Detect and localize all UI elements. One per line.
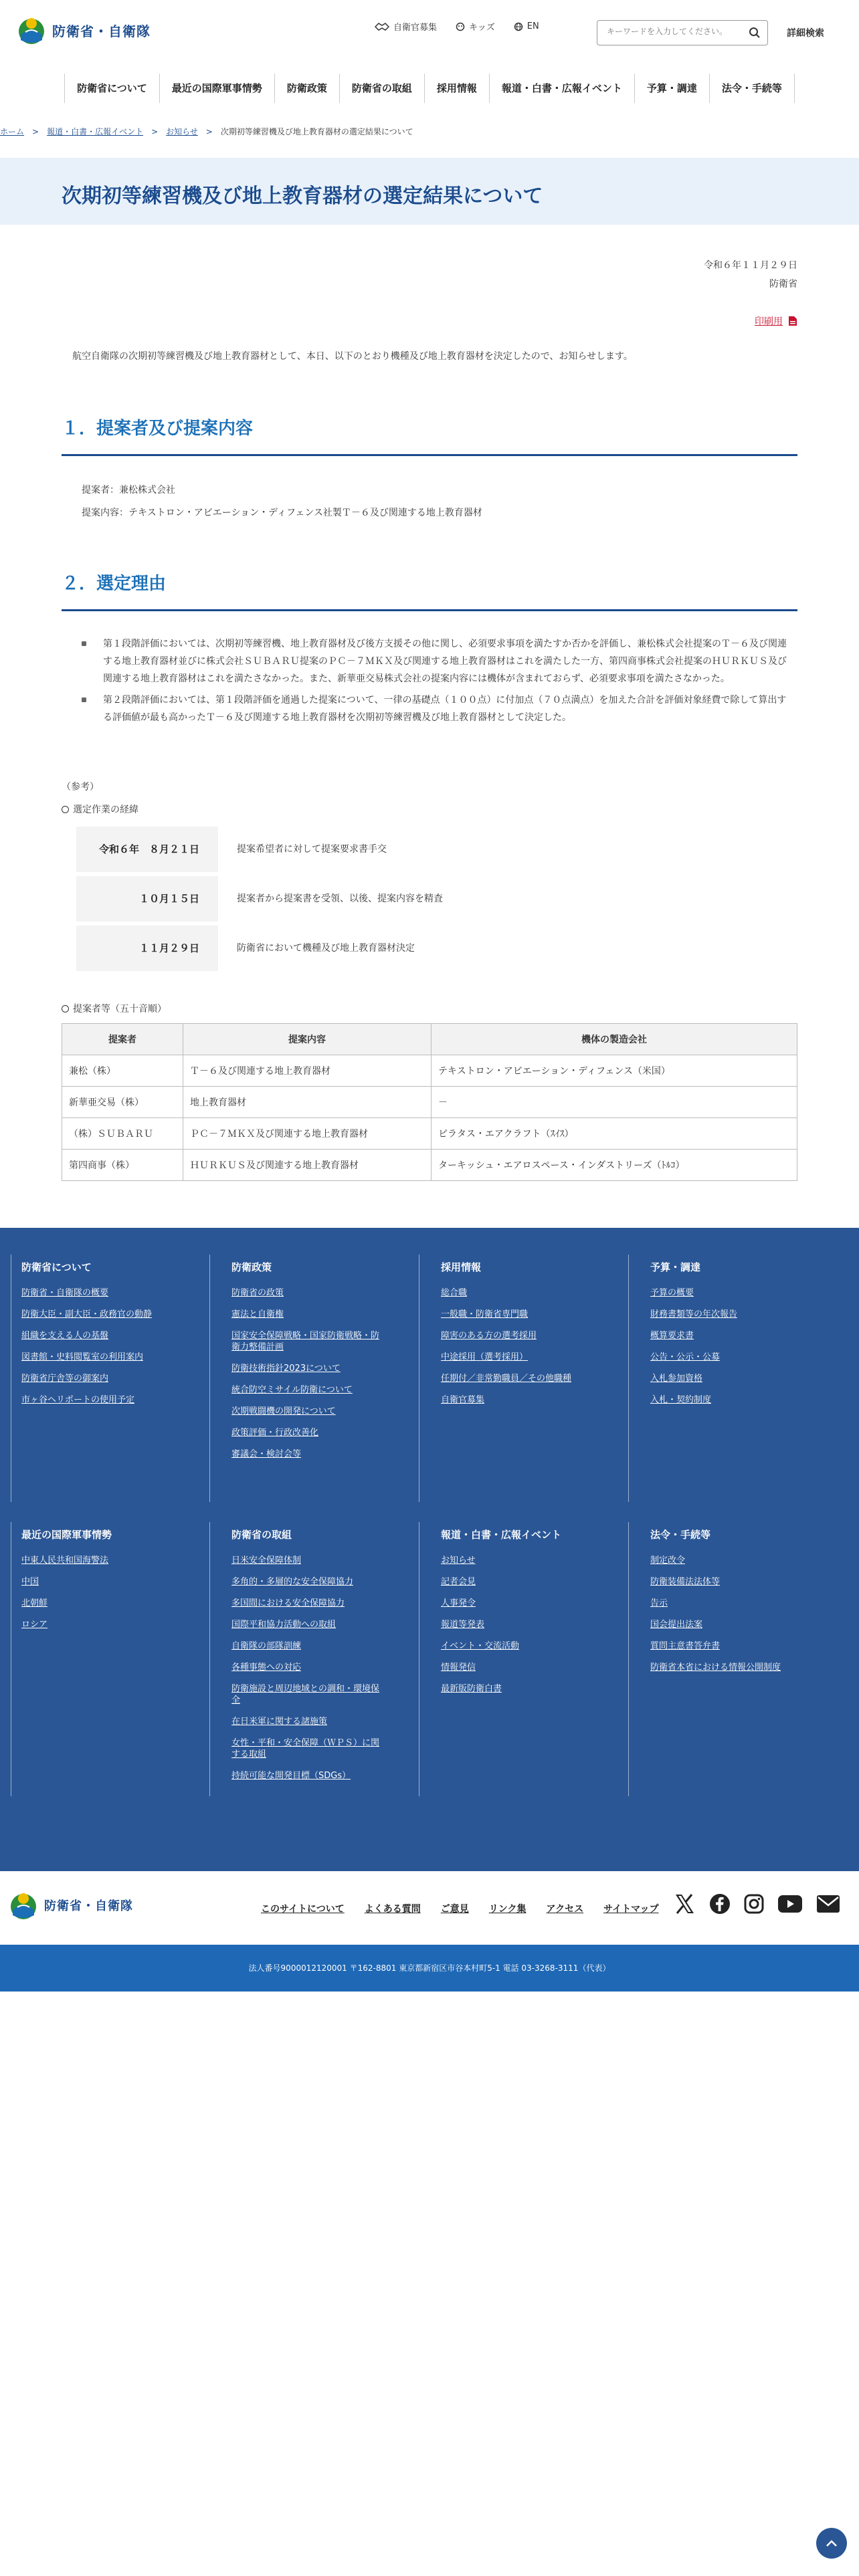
handshake-icon: [375, 22, 389, 31]
globe-icon: [514, 22, 523, 31]
footer-link[interactable]: 国際平和協力活動への取組: [231, 1620, 337, 1630]
table-heading-text: 提案者等（五十音順）: [73, 1004, 167, 1014]
footer-col-recruit: [419, 1255, 600, 1502]
gnav-budget[interactable]: 予算・調達: [634, 74, 709, 103]
footer-link[interactable]: 任期付／非常勤職員／その他職種: [441, 1374, 572, 1384]
site-search: [597, 20, 768, 45]
footer-sitemap[interactable]: サイトマップ: [603, 1904, 659, 1915]
table-cell: ＨＵＲＫＵＳ及び関連する地上教育器材: [183, 1150, 432, 1181]
footer-link[interactable]: 情報発信: [441, 1662, 476, 1673]
timeline-date: 令和６年 ８月２１日: [76, 827, 218, 872]
reason-item: 第２段階評価においては、第１段階評価を通過した提案について、一律の基礎点（１００点）に付加点（７０点満点）を加えた合計を評価対象経費で除して算出する評価値が最も高かったＴ－６及び関連する地上教育器材を次期初等練習機及び地上教育器材として決定した。: [79, 691, 791, 726]
page-title: 次期初等練習機及び地上教育器材の選定結果について: [62, 185, 543, 208]
kids-link[interactable]: [456, 20, 495, 33]
footer-link[interactable]: 防衛省の政策: [231, 1288, 284, 1298]
footer-link[interactable]: 市ヶ谷ヘリポートの使用予定: [21, 1395, 135, 1405]
print-label: 印刷用: [755, 316, 783, 327]
circle-bullet-icon: [62, 806, 69, 813]
breadcrumb: [0, 126, 859, 137]
table-heading: [62, 1002, 167, 1015]
footer-link[interactable]: ロシア: [21, 1620, 48, 1630]
footer-link[interactable]: 入札・契約制度: [650, 1395, 712, 1405]
footer-link[interactable]: 記者会見: [441, 1577, 476, 1587]
gnav-initiatives[interactable]: 防衛省の取組: [339, 74, 424, 103]
footer-link[interactable]: 入札参加資格: [650, 1374, 703, 1384]
footer-access[interactable]: アクセス: [546, 1904, 584, 1915]
footer-col-title[interactable]: 最近の国際軍事情勢: [21, 1529, 112, 1541]
social-links: [673, 1893, 840, 1915]
intro-text: 航空自衛隊の次期初等練習機及び地上教育器材として、本日、以下のとおり機種及び地上教育器材を決定したので、お知らせします。: [72, 351, 633, 362]
footer-link[interactable]: 統合防空ミサイル防衛について: [231, 1385, 353, 1395]
gnav-law[interactable]: 法令・手続等: [709, 74, 795, 103]
footer-link[interactable]: 組織を支える人の基盤: [21, 1331, 109, 1341]
youtube-icon[interactable]: [777, 1895, 803, 1913]
table-cell: 新華亜交易（株）: [62, 1087, 183, 1118]
copyright-bar: [0, 1945, 859, 1992]
recruit-label: 自衛官募集: [393, 23, 438, 33]
timeline-date: １１月２９日: [76, 926, 218, 971]
footer-logo[interactable]: [8, 1890, 133, 1921]
footer-link[interactable]: イベント・交流活動: [441, 1641, 520, 1651]
footer-link[interactable]: 防衛施設と周辺地域との調和・環境保全: [231, 1684, 380, 1705]
timeline-text: 提案希望者に対して提案要求書手交: [237, 844, 387, 855]
footer-link[interactable]: 審議会・検討会等: [231, 1449, 302, 1459]
table-cell: 兼松（株）: [62, 1055, 183, 1087]
footer-link[interactable]: 多角的・多層的な安全保障協力: [231, 1577, 354, 1587]
footer-link[interactable]: 中国: [21, 1577, 39, 1587]
advanced-search-link[interactable]: 詳細検索: [787, 28, 824, 39]
breadcrumb-press[interactable]: 報道・白書・広報イベント: [47, 127, 144, 136]
table-cell: 第四商事（株）: [62, 1150, 183, 1181]
table-header: 機体の製造会社: [432, 1024, 797, 1055]
footer-about-site[interactable]: このサイトについて: [261, 1904, 345, 1915]
print-link[interactable]: [755, 314, 797, 328]
reference-label: （参考）: [62, 782, 99, 792]
footer-col-policy: [209, 1255, 391, 1502]
timeline-date: １０月１５日: [76, 876, 218, 922]
english-link[interactable]: [514, 21, 539, 31]
timeline-row: [76, 827, 792, 876]
table-header: 提案内容: [183, 1024, 432, 1055]
footer-divider: [11, 1522, 192, 1796]
footer-col-title[interactable]: 報道・白書・広報イベント: [441, 1529, 562, 1541]
site-logo[interactable]: [16, 15, 151, 45]
utility-links: [375, 20, 539, 33]
proposer-text: 提案者：兼松株式会社: [82, 485, 175, 496]
timeline-heading-text: 選定作業の経緯: [73, 804, 138, 815]
timeline-text: 防衛省において機種及び地上教育器材決定: [237, 943, 415, 954]
footer-link[interactable]: 人事発令: [441, 1598, 476, 1608]
footer-link[interactable]: 防衛技術指針2023について: [231, 1364, 341, 1374]
footer-link[interactable]: お知らせ: [441, 1555, 476, 1566]
footer-col-initiatives: [209, 1522, 391, 1796]
footer-link[interactable]: 国家安全保障戦略・国家防衛戦略・防衛力整備計画: [231, 1331, 380, 1352]
footer-col-title[interactable]: 予算・調達: [650, 1261, 701, 1273]
footer-divider: [11, 1255, 192, 1502]
table-cell: ターキッシュ・エアロスペース・インダストリーズ（ﾄﾙｺ）: [432, 1150, 797, 1181]
table-row: [62, 1150, 797, 1181]
timeline-text: 提案者から提案書を受領、以後、提案内容を精査: [237, 893, 443, 904]
timeline: [76, 827, 792, 975]
timeline-row: [76, 926, 792, 975]
footer-link[interactable]: 次期戦闘機の開発について: [231, 1406, 336, 1416]
footer-link[interactable]: 図書館・史料閲覧室の利用案内: [21, 1352, 144, 1362]
table-cell: テキストロン・アビエーション・ディフェンス（米国）: [432, 1055, 797, 1087]
table-cell: Ｔ－６及び関連する地上教育器材: [183, 1055, 432, 1087]
breadcrumb-home[interactable]: ホーム: [0, 127, 25, 136]
footer-col-title[interactable]: 採用情報: [441, 1261, 482, 1273]
gnav-press[interactable]: 報道・白書・広報イベント: [489, 74, 634, 103]
footer-link[interactable]: 概算要求書: [650, 1331, 694, 1341]
logo-mark-icon: [16, 15, 47, 45]
footer-link[interactable]: 一般職・防衛省専門職: [441, 1309, 529, 1319]
footer-link[interactable]: 防衛大臣・副大臣・政務官の動静: [21, 1309, 153, 1319]
footer-link[interactable]: 北朝鮮: [21, 1598, 48, 1608]
x-icon[interactable]: [673, 1893, 696, 1915]
section2-heading: ２．選定理由: [62, 570, 797, 611]
footer-link[interactable]: 最新版防衛白書: [441, 1684, 502, 1694]
table-header-row: [62, 1024, 797, 1055]
table-cell: （株）ＳＵＢＡＲＵ: [62, 1118, 183, 1150]
logo-text: 防衛省・自衛隊: [52, 23, 151, 39]
footer-link[interactable]: 障害のある方の選考採用: [441, 1331, 537, 1341]
gnav-intl-situation[interactable]: 最近の国際軍事情勢: [159, 74, 274, 103]
footer-col-title[interactable]: 法令・手続等: [650, 1529, 711, 1541]
timeline-row: [76, 876, 792, 926]
logo-mark-icon: [8, 1890, 39, 1921]
reasons-list: [79, 635, 791, 730]
footer-link[interactable]: 防衛省本省における情報公開制度: [650, 1662, 781, 1673]
english-label: EN: [527, 21, 539, 31]
proposer-table: [62, 1023, 797, 1181]
footer-link[interactable]: 中途採用（選考採用）: [441, 1352, 529, 1362]
footer-link[interactable]: 報道等発表: [441, 1620, 485, 1630]
chevron-right-icon: >: [151, 126, 159, 136]
mail-icon[interactable]: [816, 1895, 840, 1913]
proposal-content-text: 提案内容：テキストロン・アビエーション・ディフェンス社製Ｔ－６及び関連する地上教育器材: [82, 508, 482, 518]
footer-col-title[interactable]: 防衛省の取組: [231, 1529, 292, 1541]
recruit-link[interactable]: [375, 20, 437, 33]
search-input[interactable]: [605, 26, 742, 37]
footer-link[interactable]: 告示: [650, 1598, 668, 1608]
table-header: 提案者: [62, 1024, 183, 1055]
kids-label: キッズ: [469, 23, 495, 33]
footer-link[interactable]: 総合職: [441, 1288, 468, 1298]
table-cell: －: [432, 1087, 797, 1118]
footer-link[interactable]: 在日米軍に関する諸施策: [231, 1717, 328, 1727]
footer-links: [261, 1902, 659, 1915]
footer-link[interactable]: 女性・平和・安全保障（ＷＰＳ）に関する取組: [231, 1738, 380, 1759]
kids-icon: [456, 22, 465, 31]
footer-feedback[interactable]: ご意見: [440, 1904, 469, 1915]
page-top-button[interactable]: [816, 2528, 847, 2559]
footer-bar: [0, 1871, 859, 1945]
facebook-icon[interactable]: [709, 1893, 731, 1915]
footer-link[interactable]: 予算の概要: [650, 1288, 694, 1298]
footer-link[interactable]: 自衛隊の部隊訓練: [231, 1641, 302, 1651]
timeline-heading: [62, 802, 138, 816]
global-nav: [0, 74, 859, 103]
circle-bullet-icon: [62, 1005, 69, 1012]
footer-link[interactable]: 財務書類等の年次報告: [650, 1309, 738, 1319]
chevron-right-icon: >: [205, 126, 213, 136]
table-row: [62, 1055, 797, 1087]
gnav-about[interactable]: 防衛省について: [64, 74, 159, 103]
footer-link[interactable]: 各種事態への対応: [231, 1662, 302, 1673]
publish-date: 令和６年１１月２９日: [704, 260, 797, 271]
footer-links-list[interactable]: リンク集: [488, 1904, 527, 1915]
breadcrumb-news[interactable]: お知らせ: [166, 127, 198, 136]
footer-link[interactable]: 防衛省庁舎等の御案内: [21, 1374, 109, 1384]
gnav-recruit[interactable]: 採用情報: [424, 74, 489, 103]
footer-link[interactable]: 公告・公示・公募: [650, 1352, 721, 1362]
footer-col-title[interactable]: 防衛省について: [21, 1261, 92, 1273]
table-row: [62, 1118, 797, 1150]
footer-col-title[interactable]: 防衛政策: [231, 1261, 272, 1273]
reason-item: 第１段階評価においては、次期初等練習機、地上教育器材及び後方支援その他に関し、必須要求事項を満たすか否かを評価し、兼松株式会社提案のＴ－６及び関連する地上教育器材並びに株式会社ＳＵＢＡＲＵ提案のＰＣ－７ＭＫＸ及び関連する地上教育器材はこれを満たした一方、第四商事株式会社提案のＨＵＲＫＵＳ及び関連する地上教育器材はこれを満たさなかった。また、新華亜交易株式会社の提案内容には機体が含まれておらず、必須要求事項を満たさなかった。: [79, 635, 791, 687]
footer-link[interactable]: 日米安全保障体制: [231, 1555, 302, 1566]
gnav-policy[interactable]: 防衛政策: [274, 74, 339, 103]
chevron-up-icon: [826, 2539, 838, 2547]
footer-col-budget: [628, 1255, 809, 1502]
copyright-text: 法人番号9000012120001 〒162-8801 東京都新宿区市谷本村町5-1 電話 03-3268-3111（代表）: [248, 1963, 611, 1973]
table-cell: ＰＣ－７ＭＫＸ及び関連する地上教育器材: [183, 1118, 432, 1150]
footer-faq[interactable]: よくある質問: [364, 1904, 421, 1915]
footer-link[interactable]: 持続可能な開発目標（SDGs）: [231, 1771, 351, 1781]
footer-link[interactable]: 質問主意書答弁書: [650, 1641, 721, 1651]
table-cell: 地上教育器材: [183, 1087, 432, 1118]
table-cell: ピラタス・エアクラフト（ｽｲｽ）: [432, 1118, 797, 1150]
footer-link[interactable]: 政策評価・行政改善化: [231, 1428, 319, 1438]
section1-heading: １．提案者及び提案内容: [62, 415, 797, 456]
table-row: [62, 1087, 797, 1118]
footer-link[interactable]: 中東人民共和国海警法: [21, 1555, 109, 1566]
footer-link[interactable]: 制定改令: [650, 1555, 686, 1566]
footer-col-press: [419, 1522, 600, 1796]
footer-link[interactable]: 国会提出法案: [650, 1620, 703, 1630]
footer-logo-text: 防衛省・自衛隊: [44, 1899, 133, 1913]
breadcrumb-current: 次期初等練習機及び地上教育器材の選定結果について: [220, 127, 413, 136]
footer-link[interactable]: 自衛官募集: [441, 1395, 485, 1405]
footer-link[interactable]: 憲法と自衛権: [231, 1309, 284, 1319]
footer-link[interactable]: 防衛装備法法体等: [650, 1577, 721, 1587]
site-header: [0, 0, 859, 64]
instagram-icon[interactable]: [744, 1894, 764, 1914]
footer-link[interactable]: 防衛省・自衛隊の概要: [21, 1288, 109, 1298]
footer-nav: [0, 1228, 859, 1871]
publisher: 防衛省: [769, 279, 797, 290]
chevron-right-icon: >: [32, 126, 39, 136]
pdf-icon: [788, 316, 797, 326]
footer-col-law: [628, 1522, 809, 1796]
footer-link[interactable]: 多国間における安全保障協力: [231, 1598, 345, 1608]
search-icon[interactable]: [749, 27, 761, 39]
